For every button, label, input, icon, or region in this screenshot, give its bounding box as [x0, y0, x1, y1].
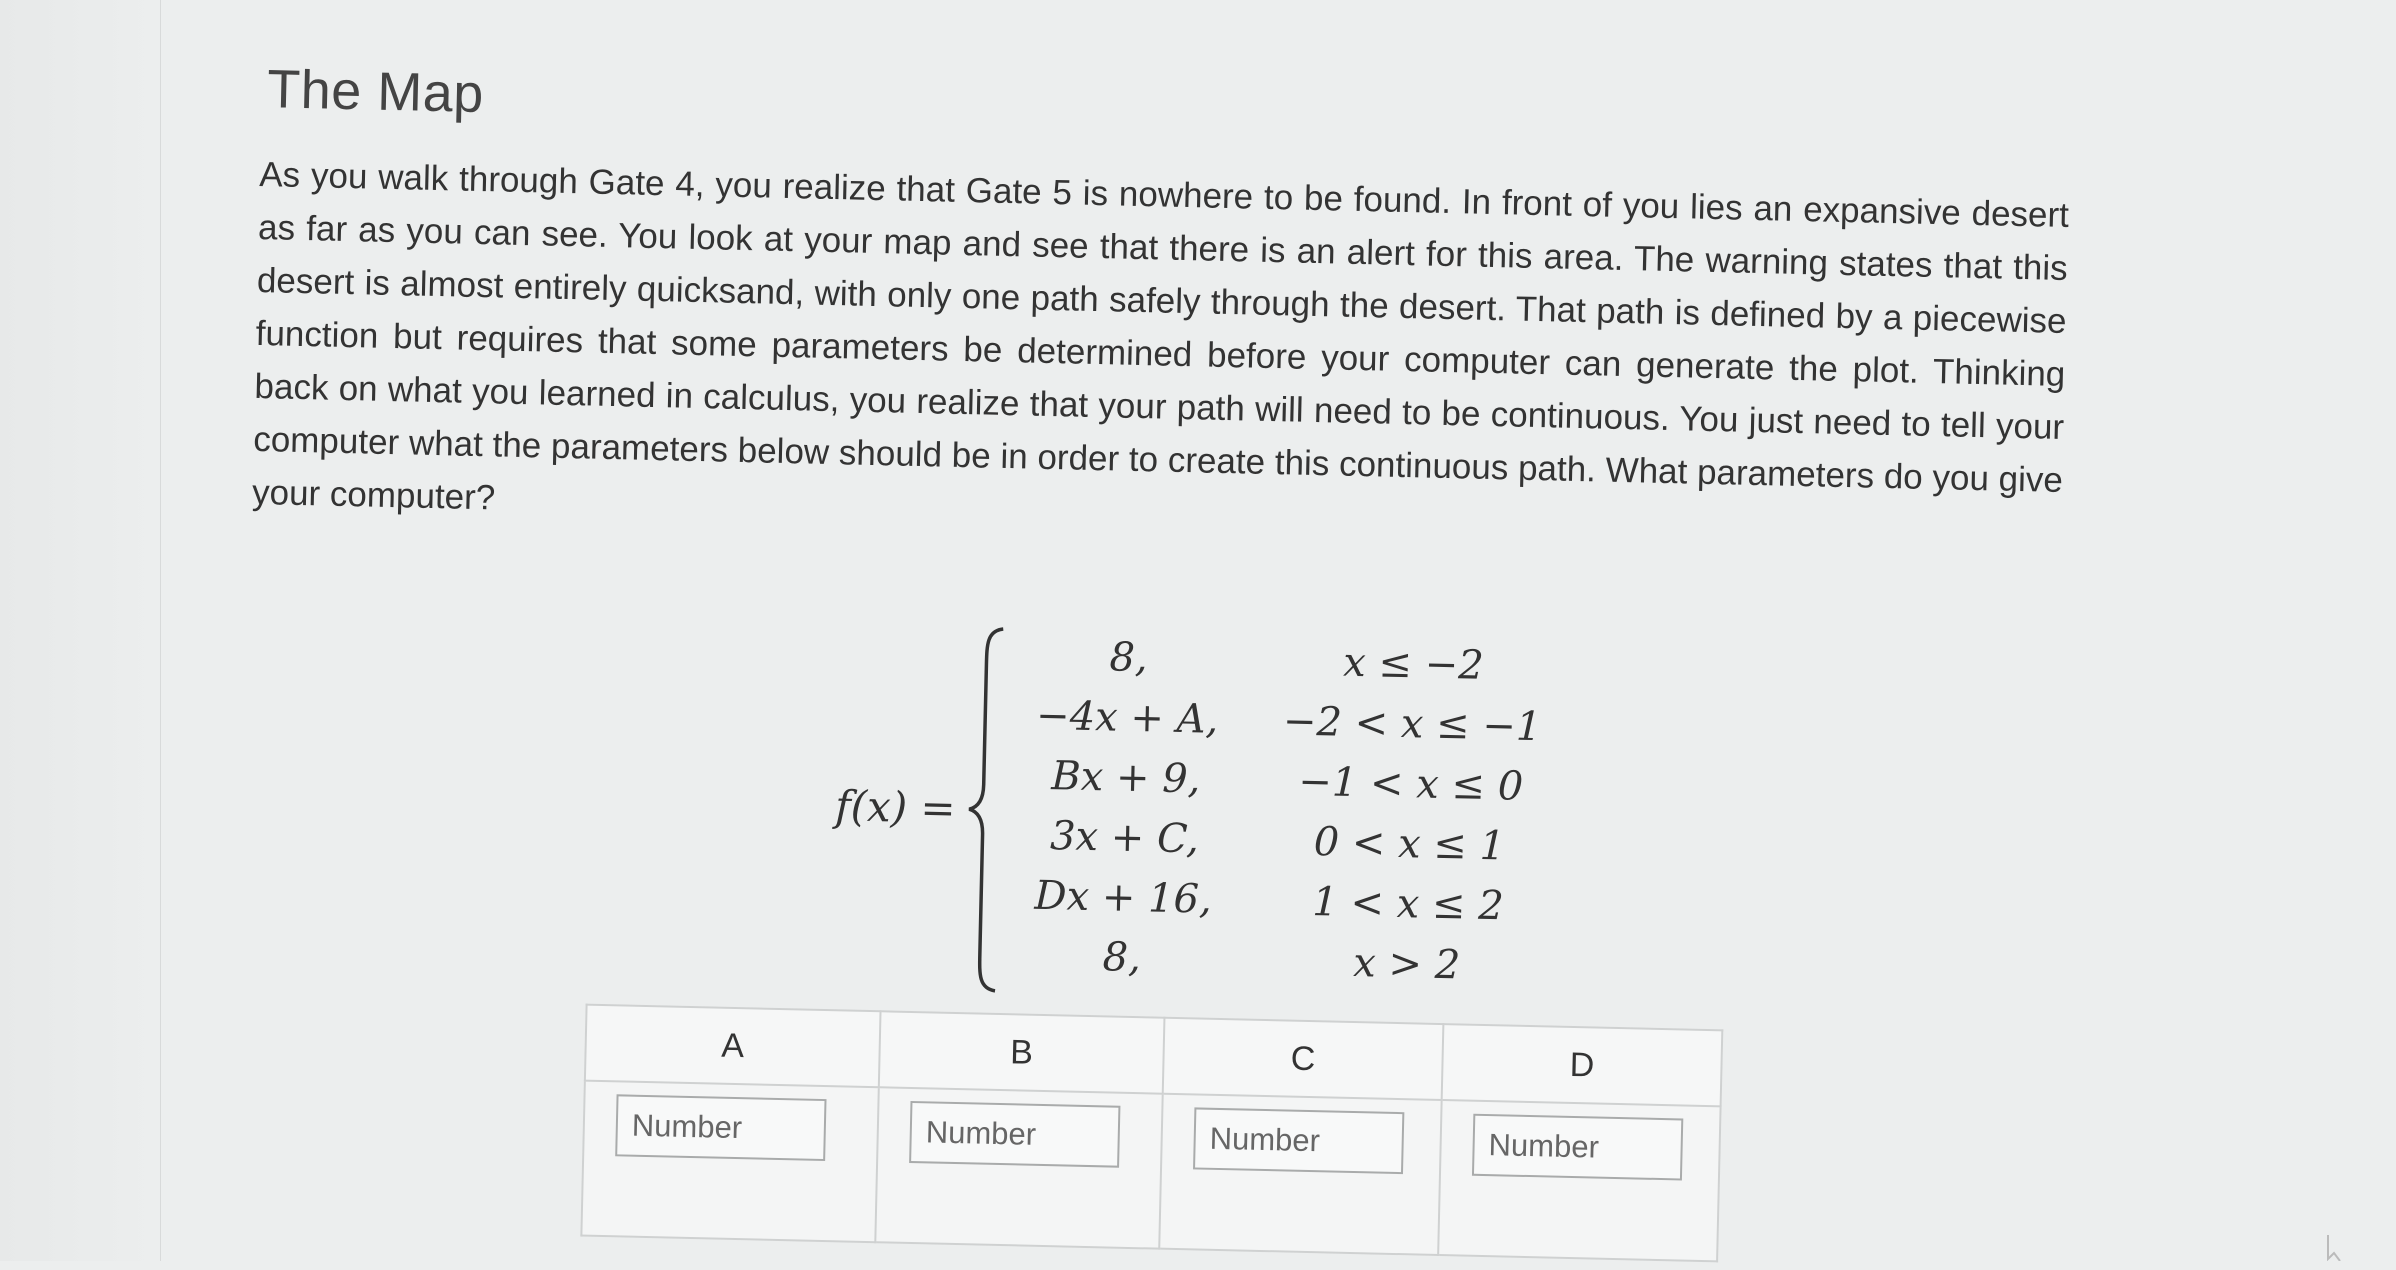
piece-expression: 8, — [1102, 934, 1142, 982]
question-text: As you walk through Gate 4, you realize that Gate 5 is nowhere to be found. In front of you lies an expansive desert as far as you can see. You look at your map and see that there is an alert for this area. The warning states that this desert is almost entirely quicksand, with only one path safely through the desert. That path is defined by a piecewise function but requires that some parameters be determined before your computer can generate the plot. Thinking back on what you learned in calculus, you realize that your path will need to be continuous. You just need to tell your computer what the parameters below should be in order to create this continuous path. What parameters do you give your computer? — [251, 154, 2070, 518]
question-panel — [251, 58, 2092, 1084]
answer-table — [580, 1004, 1723, 1263]
piecewise-equation — [831, 621, 1739, 1021]
header-b: B — [879, 1011, 1165, 1093]
cell-d — [1438, 1100, 1720, 1261]
piece-condition: x > 2 — [1352, 939, 1461, 989]
piece-condition: 0 < x ≤ 1 — [1313, 819, 1506, 870]
piece-expression: Bx + 9, — [1050, 753, 1201, 803]
piece-condition: x ≤ −2 — [1342, 639, 1485, 689]
cell-b — [875, 1087, 1162, 1248]
answer-input-row — [581, 1081, 1720, 1262]
equation-pieces — [1006, 625, 1564, 997]
header-d: D — [1442, 1024, 1723, 1106]
cell-c — [1159, 1094, 1441, 1255]
piece-expression: 3x + C, — [1049, 813, 1200, 863]
equation-lhs: f(x) = — [834, 781, 957, 833]
header-c: C — [1163, 1018, 1444, 1100]
input-c[interactable] — [1193, 1107, 1404, 1174]
left-brace-icon — [961, 624, 1009, 995]
input-d[interactable] — [1472, 1114, 1683, 1181]
input-b[interactable] — [909, 1101, 1120, 1168]
piece-expression: 8, — [1109, 634, 1149, 682]
piece-condition: −2 < x ≤ −1 — [1282, 698, 1542, 751]
piece-expression: −4x + A, — [1035, 692, 1219, 743]
piece-condition: 1 < x ≤ 2 — [1311, 879, 1505, 930]
left-gutter — [0, 0, 161, 1261]
cell-a — [581, 1081, 878, 1243]
cursor-arrow-icon — [2326, 1233, 2356, 1261]
piece-expression: Dx + 16, — [1034, 872, 1213, 923]
input-a[interactable] — [615, 1094, 826, 1161]
header-a: A — [585, 1005, 881, 1088]
equation-piece — [1006, 925, 1557, 997]
piece-condition: −1 < x ≤ 0 — [1297, 758, 1524, 810]
page-title: The Map — [266, 59, 485, 125]
